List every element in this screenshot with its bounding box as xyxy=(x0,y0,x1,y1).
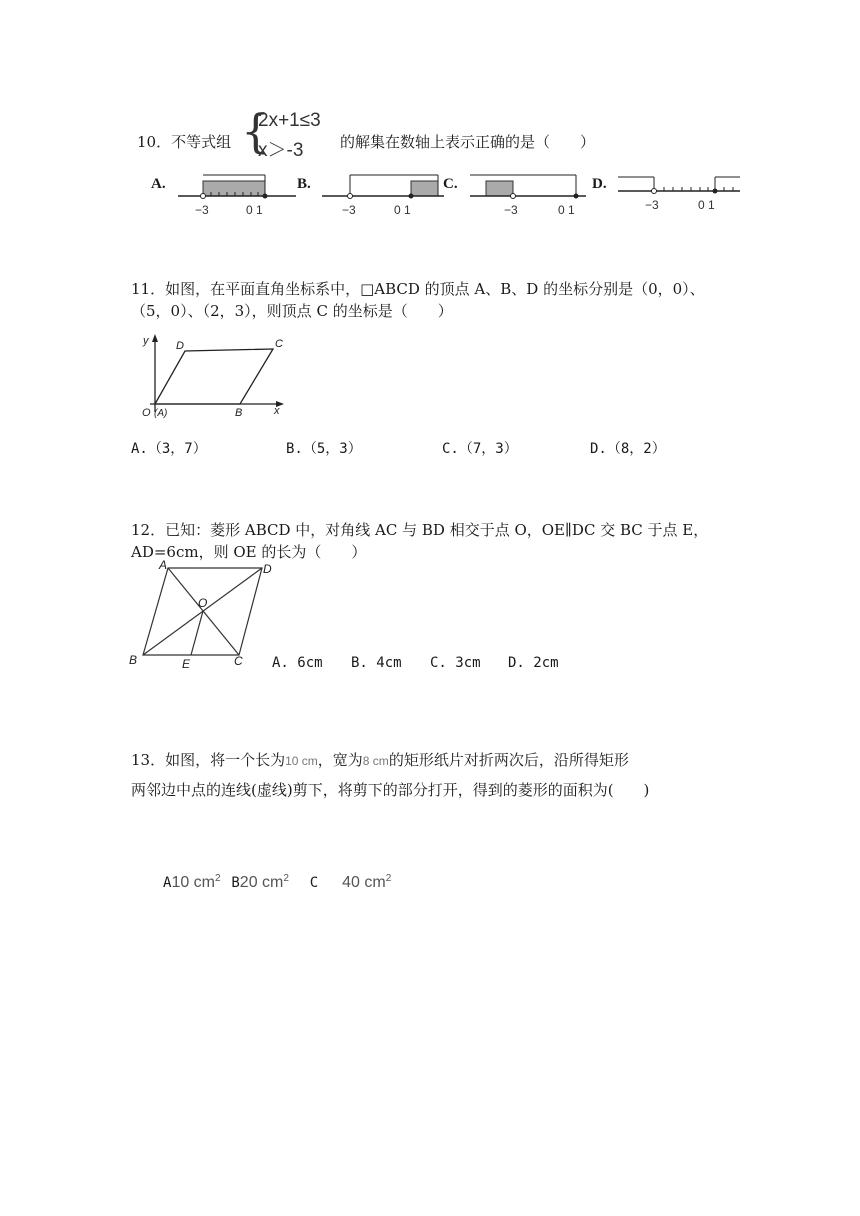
q13-line-1 xyxy=(131,749,629,772)
q10-b-tick-neg3: −3 xyxy=(342,203,356,217)
q12-option-c: C. 3cm xyxy=(430,655,481,671)
q10-option-a-numberline xyxy=(170,170,298,220)
q10-a-tick-neg3: −3 xyxy=(195,203,209,217)
q10-brace: { xyxy=(241,104,271,158)
q12-point-o: O xyxy=(198,596,208,610)
q10-option-b-numberline xyxy=(318,170,446,220)
q12-option-b: B. 4cm xyxy=(351,655,402,671)
q13-option-b-sup: 2 xyxy=(283,873,289,884)
q13-options xyxy=(163,873,391,892)
q11-point-b: B xyxy=(235,407,243,419)
q12-point-b: B xyxy=(129,653,138,667)
q11-x-axis-label: x xyxy=(274,405,280,417)
q10-option-d-numberline xyxy=(616,170,740,220)
q11-point-a: (A) xyxy=(154,408,168,419)
q13-option-c-sup: 2 xyxy=(385,873,392,884)
q10-suffix: 的解集在数轴上表示正确的是（ ） xyxy=(340,133,596,151)
q10-inequality-2: x＞-3 xyxy=(258,140,304,161)
q10-option-c-label: C. xyxy=(443,176,458,192)
q10-d-tick-neg3: −3 xyxy=(645,198,659,212)
q13-width-value: 8 cm xyxy=(362,754,389,768)
q11-option-c: C.（7，3） xyxy=(442,441,518,457)
q11-y-axis-label: y xyxy=(143,335,149,347)
q13-option-a-sup: 2 xyxy=(215,873,221,884)
q11-point-o: O xyxy=(142,407,151,419)
q12-point-e: E xyxy=(182,657,191,671)
q13-text-1: 13．如图，将一个长为 xyxy=(131,751,286,769)
q11-option-b: B.（5，3） xyxy=(286,441,362,457)
q10-option-b-label: B. xyxy=(297,176,311,192)
q13-line-2: 两邻边中点的连线(虚线)剪下，将剪下的部分打开，得到的菱形的面积为( ) xyxy=(131,781,650,799)
q12-line-2: AD=6cm，则 OE 的长为（ ） xyxy=(131,543,367,561)
q11-option-a: A.（3，7） xyxy=(131,441,207,457)
q10-a-tick-0-1: 0 1 xyxy=(246,203,263,217)
q10-prefix: 10．不等式组 xyxy=(137,133,232,151)
q13-text-3: 的矩形纸片对折两次后，沿所得矩形 xyxy=(388,751,629,769)
q11-option-d: D.（8，2） xyxy=(590,441,666,457)
q13-option-a-label: A xyxy=(163,875,172,891)
q10-c-tick-neg3: −3 xyxy=(504,203,518,217)
q13-text-2: ，宽为 xyxy=(317,751,363,769)
q11-point-d: D xyxy=(176,340,184,352)
q10-option-d-label: D. xyxy=(592,176,607,192)
q13-option-c-label: C xyxy=(309,875,319,891)
q10-option-a-label: A. xyxy=(151,176,166,192)
q11-point-c: C xyxy=(275,338,283,350)
q10-c-tick-0-1: 0 1 xyxy=(558,203,575,217)
q13-option-c-value: 40 cm xyxy=(342,874,386,891)
q12-point-d: D xyxy=(263,562,272,576)
q11-coordinate-figure xyxy=(128,330,293,426)
q13-option-b-label: B xyxy=(231,875,240,891)
q12-point-c: C xyxy=(234,654,243,668)
q13-length-value: 10 cm xyxy=(285,754,318,768)
q12-rhombus-figure xyxy=(126,558,282,674)
q10-option-c-numberline xyxy=(466,170,590,220)
q11-line-1: 11．如图，在平面直角坐标系中，□ABCD 的顶点 A、B、D 的坐标分别是（0，0）、 xyxy=(131,280,705,298)
q12-option-a: A. 6cm xyxy=(272,655,323,671)
q12-option-d: D. 2cm xyxy=(508,655,559,671)
q11-line-2: （5，0）、（2，3），则顶点 C 的坐标是（ ） xyxy=(131,302,453,320)
q10-inequality-1: 2x+1≤3 xyxy=(258,110,321,131)
q10-b-tick-0-1: 0 1 xyxy=(394,203,411,217)
q12-line-1: 12．已知：菱形 ABCD 中，对角线 AC 与 BD 相交于点 O，OE∥DC 交 BC 于点 E， xyxy=(131,521,709,539)
q13-option-a-value: 10 cm xyxy=(171,874,216,891)
q10-d-tick-0-1: 0 1 xyxy=(698,198,715,212)
q12-point-a: A xyxy=(159,558,168,572)
q13-option-b-value: 20 cm xyxy=(239,874,284,891)
